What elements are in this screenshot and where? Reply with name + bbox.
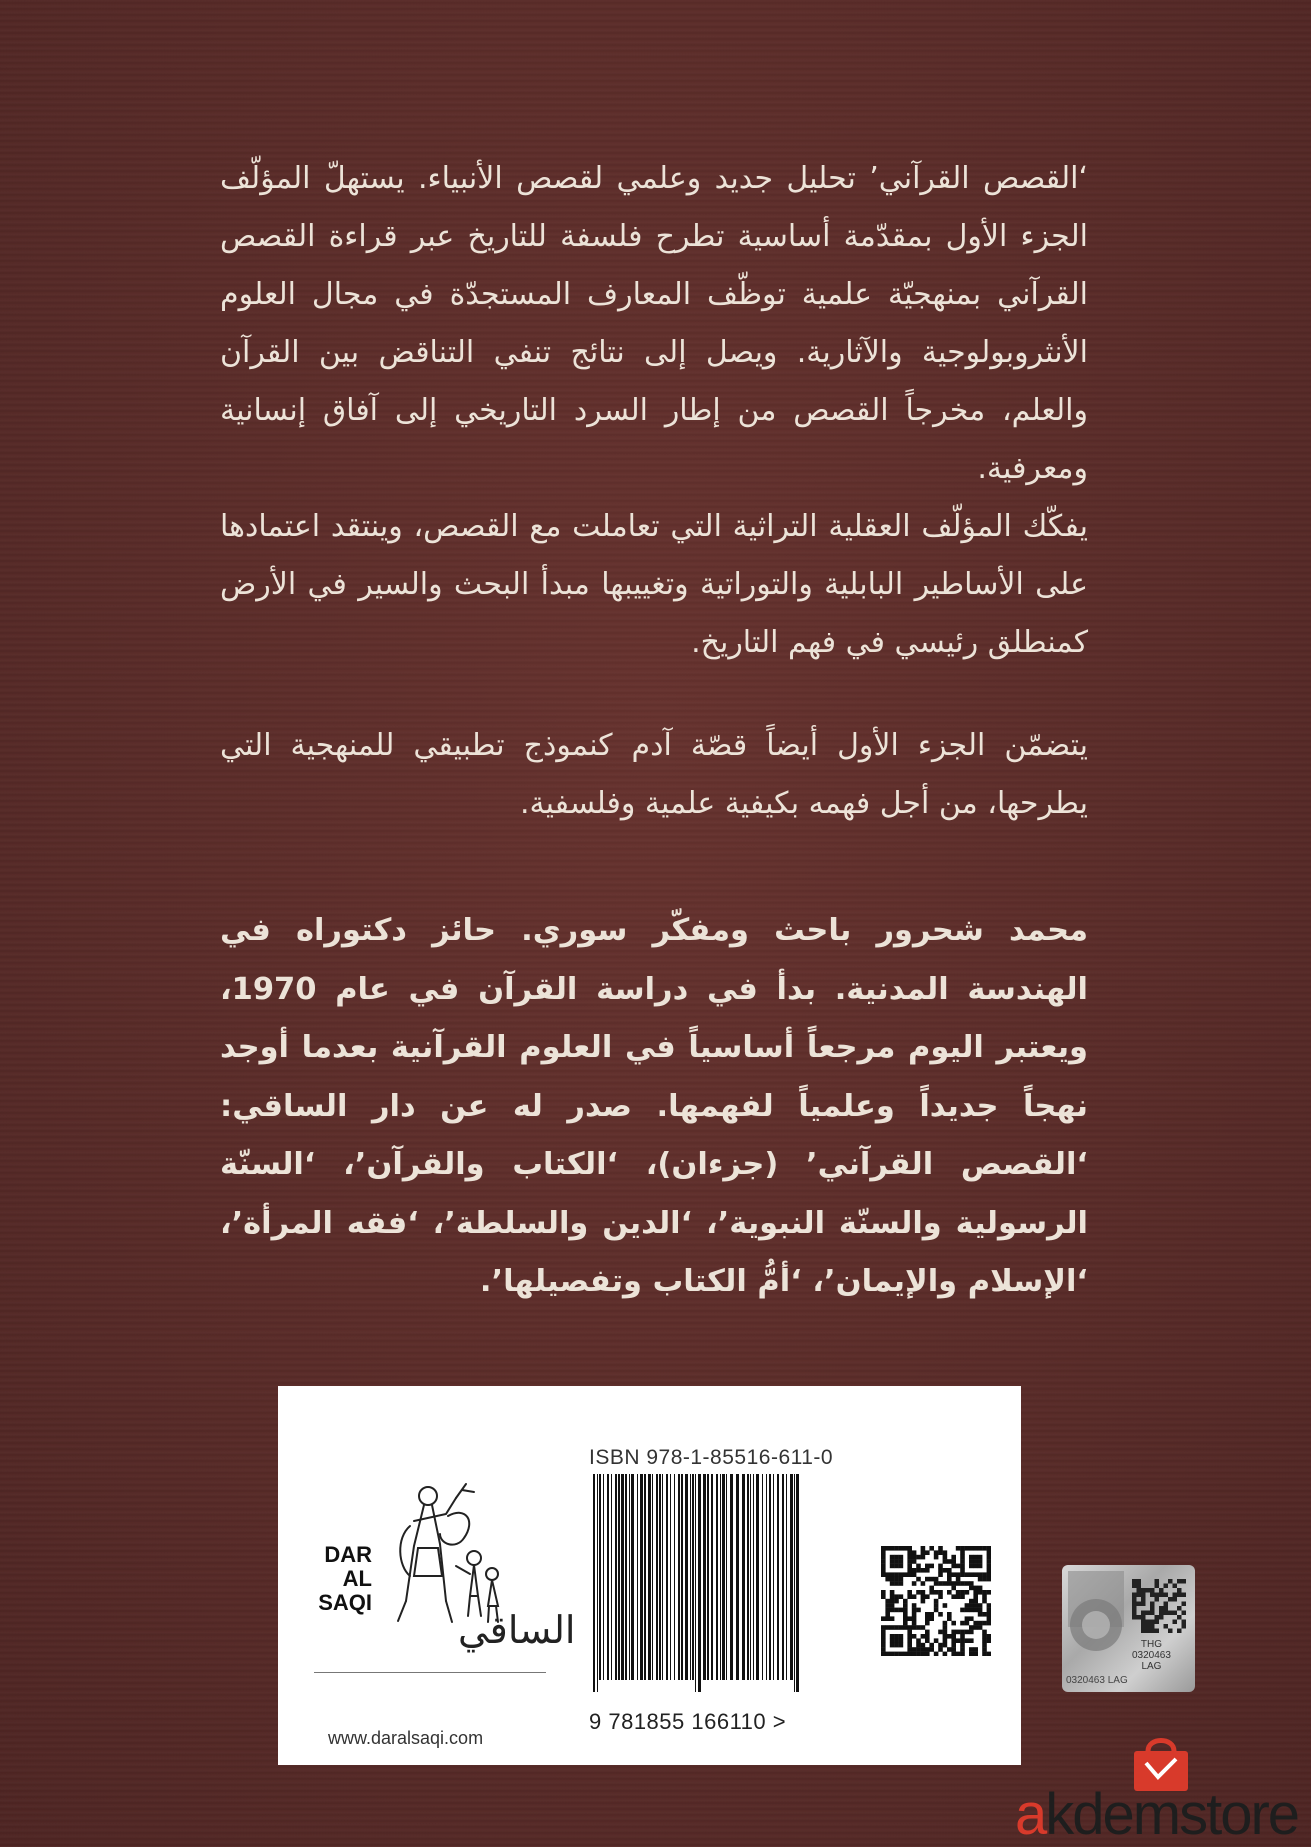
sticker-code-line1: THG (1140, 1639, 1163, 1650)
barcode-panel (278, 1386, 1021, 1765)
watermark-first-letter: a (1015, 1782, 1046, 1847)
qr-code-icon (881, 1546, 991, 1656)
divider (314, 1672, 546, 1673)
description-paragraph-1: ‘القصص القرآني’ تحليل جديد وعلمي لقصص الأنبياء. يستهلّ المؤلّف الجزء الأول بمقدّمة أساسية تطرح فلسفة للتاريخ عبر قراءة القصص القرآني بمنهجيّة علمية توظّف المعارف المستجدّة في مجال العلوم الأنثروبولوجية والآثارية. ويصل إلى نتائج تنفي التناقض بين القرآن والعلم، مخرجاً القصص من إطار السرد التاريخي إلى آفاق إنسانية ومعرفية. (220, 161, 1088, 486)
publisher-name-line2: AL SAQI (318, 1566, 372, 1615)
barcode-icon (589, 1474, 807, 1692)
store-watermark (1015, 1782, 1299, 1847)
sticker-code-line2: 0320463 (1132, 1650, 1171, 1661)
author-bio: محمد شحرور باحث ومفكّر سوري. حائز دكتوراه في الهندسة المدنية. بدأ في دراسة القرآن في عام 1970، ويعتبر اليوم مرجعاً أساسياً في العلوم القرآنية بعدما أوجد نهجاً جديداً وعلمياً لفهمها. صدر له عن دار الساقي: ‘القصص القرآني’ (جزءان)، ‘الكتاب والقرآن’، ‘السنّة الرسولية والسنّة النبوية’، ‘الدين والسلطة’، ‘فقه المرأة’، ‘الإسلام والإيمان’، ‘أمُّ الكتاب وتفصيلها’. (220, 913, 1088, 1299)
security-sticker (1062, 1565, 1195, 1692)
publisher-name-line1: DAR (324, 1542, 372, 1567)
isbn-label: ISBN 978-1-85516-611-0 (589, 1446, 834, 1469)
publisher-arabic-name: الساقي (458, 1608, 576, 1652)
description-paragraph-2: يفكّك المؤلّف العقلية التراثية التي تعاملت مع القصص، وينتقد اعتمادها على الأساطير البابلية والتوراتية وتغييبها مبدأ البحث والسير في الأرض كمنطلق رئيسي في فهم التاريخ. (220, 509, 1088, 660)
publisher-name (308, 1543, 372, 1615)
publisher-website[interactable]: www.daralsaqi.com (328, 1728, 484, 1748)
sticker-code (1132, 1639, 1171, 1672)
hologram-icon (1062, 1565, 1195, 1692)
description-paragraph-3: يتضمّن الجزء الأول أيضاً قصّة آدم كنموذج تطبيقي للمنهجية التي يطرحها، من أجل فهمه بكيفية علمية وفلسفية. (220, 728, 1088, 821)
watermark-rest: kdemstore (1045, 1782, 1299, 1847)
sticker-code-line3: LAG (1141, 1661, 1162, 1672)
sticker-bottom-code: 0320463 LAG (1066, 1675, 1128, 1686)
ean-digits: 9 781855 166110 > (589, 1709, 787, 1734)
